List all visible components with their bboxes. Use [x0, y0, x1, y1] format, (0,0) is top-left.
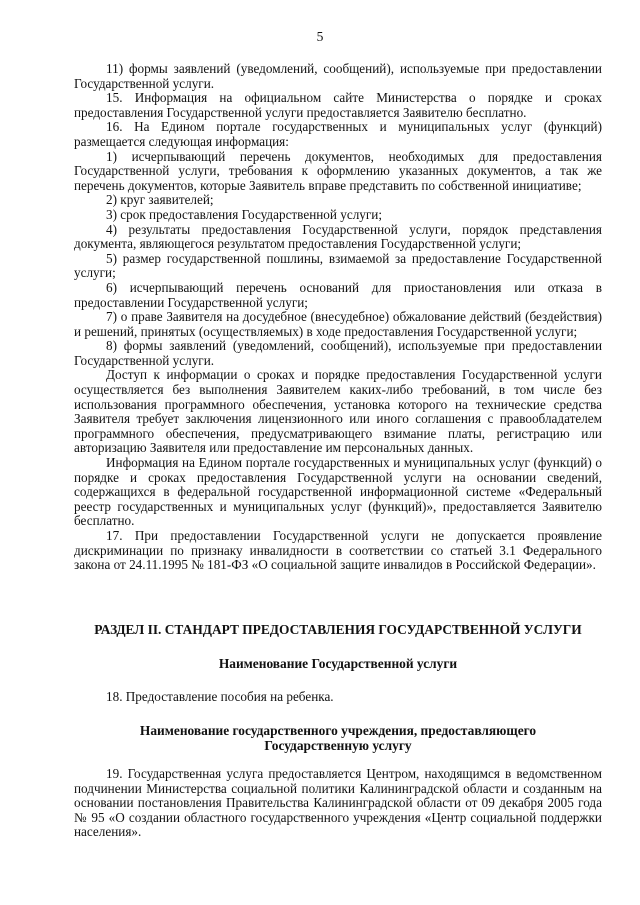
paragraph-15: 15. Информация на официальном сайте Министерства о порядке и сроках предоставления Государственной услуги предоставляется Заявителю бесплатно. — [74, 90, 602, 120]
list-item-5: 5) размер государственной пошлины, взимаемой за предоставление Государственной услуги; — [74, 250, 602, 281]
list-item-2: 2) круг заявителей; — [106, 192, 214, 208]
item-19: 19. Государственная услуга предоставляется Центром, находящимся в ведомственном подчинении Министерства социальной политики Калининградской области и созданным на основании постановления Правительства Калининградской области от 09 декабря 2005 года № 95 «О создании областного государственного учреждения «Центр социальной поддержки населения». — [74, 766, 602, 840]
item-19-container — [74, 767, 602, 840]
section-title: РАЗДЕЛ II. СТАНДАРТ ПРЕДОСТАВЛЕНИЯ ГОСУДАРСТВЕННОЙ УСЛУГИ — [94, 622, 582, 637]
list-item-4: 4) результаты предоставления Государственной услуги, порядок представления документа, являющегося результатом предоставления Государственной услуги; — [74, 221, 602, 252]
paragraph-portal-info: Информация на Едином портале государственных и муниципальных услуг (функций) о порядке и сроках предоставления Государственной услуги на основании сведений, содержащихся в федеральной государственной информационной системе «Федеральный реестр государственных и муниципальных услуг (функций)», предоставляется Заявителю бесплатно. — [74, 455, 602, 529]
list-item-8: 8) формы заявлений (уведомлений, сообщений), используемые при предоставлении Государственной услуги. — [74, 338, 602, 368]
paragraph-item-11: 11) формы заявлений (уведомлений, сообщений), используемые при предоставлении Государственной услуги. — [74, 61, 602, 91]
subsection-title-institution-line1: Наименование государственного учреждения, предоставляющего — [139, 723, 537, 738]
list-item-7: 7) о праве Заявителя на досудебное (внесудебное) обжалование действий (бездействия) и решений, принятых (осуществляемых) в ходе предоставления Государственной услуги; — [74, 309, 602, 339]
paragraph-access: Доступ к информации о сроках и порядке предоставления Государственной услуги осуществляется без выполнения Заявителем каких-либо требований, в том числе без использования программного обеспечения, установка которого на технические средства Заявителя требует заключения лицензионного или иного соглашения с правообладателем программного обеспечения, предусматривающего взимание платы, регистрацию или авторизацию Заявителя или предоставление им персональных данных. — [74, 367, 602, 456]
subsection-title-institution-line2: Государственную услугу — [264, 738, 412, 753]
list-item-3: 3) срок предоставления Государственной услуги; — [106, 206, 383, 222]
subsection-title-service-name: Наименование Государственной услуги — [218, 656, 458, 671]
page-number: 5 — [316, 29, 324, 44]
document-body — [74, 62, 602, 573]
paragraph-16: 16. На Едином портале государственных и муниципальных услуг (функций) размещается следующая информация: — [74, 119, 602, 149]
list-item-6: 6) исчерпывающий перечень оснований для приостановления или отказа в предоставлении Государственной услуги; — [74, 279, 602, 310]
list-item-1: 1) исчерпывающий перечень документов, необходимых для предоставления Государственной услуги, требования к оформлению указанных документов, а так же перечень документов, которые Заявитель вправе представить по собственной инициативе; — [74, 148, 602, 193]
paragraph-17: 17. При предоставлении Государственной услуги не допускается проявление дискриминации по признаку инвалидности в соответствии со статьей 3.1 Федерального закона от 24.11.1995 № 181-ФЗ «О социальной защите инвалидов в Российской Федерации». — [74, 528, 602, 573]
item-18: 18. Предоставление пособия на ребенка. — [106, 689, 334, 704]
